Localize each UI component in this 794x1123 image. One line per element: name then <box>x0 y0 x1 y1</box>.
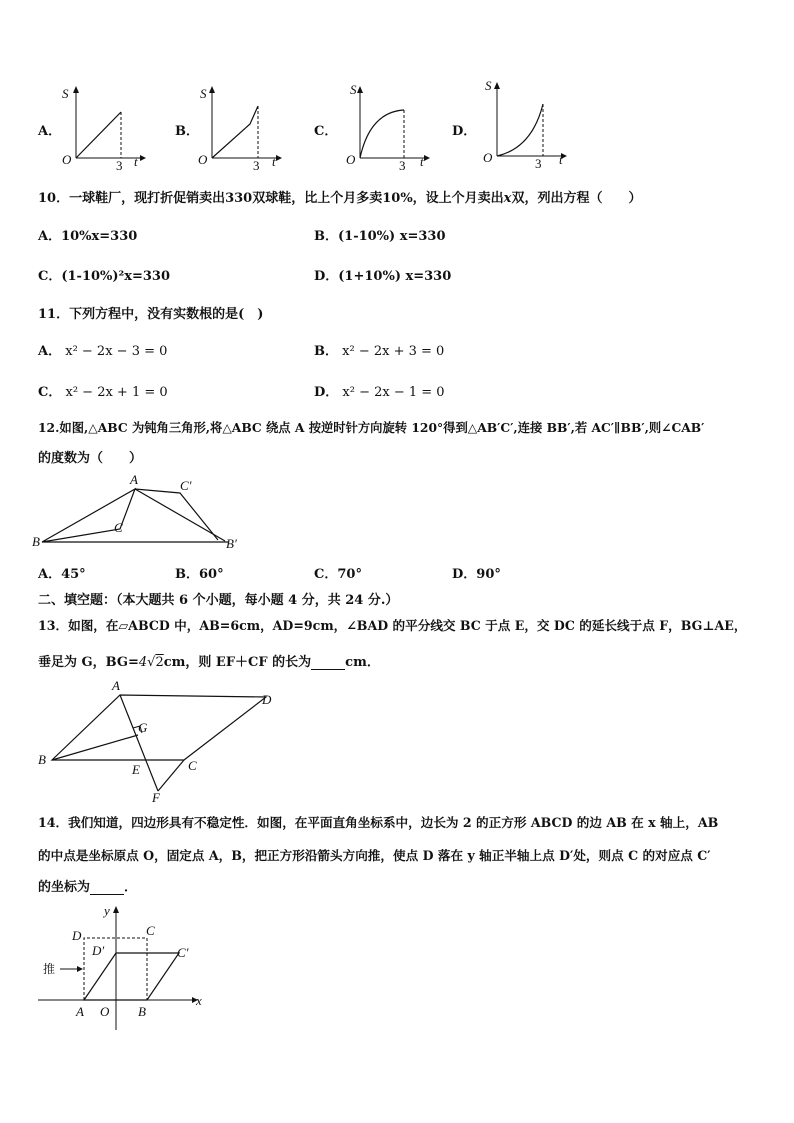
q10-option-d: D．(1+10%) x=330 <box>314 269 452 284</box>
q11-stem: 11．下列方程中，没有实数根的是( ) <box>38 307 264 322</box>
q10-stem-b: 双，列出方程（ ） <box>511 191 642 206</box>
q14-label-dp: D′ <box>92 943 105 958</box>
q10-option-a: A．10%x=330 <box>38 229 138 244</box>
q11-option-b: B． x² − 2x + 3 = 0 <box>314 344 445 359</box>
q13-label-c: C <box>188 758 197 773</box>
q13-figure <box>34 678 284 808</box>
q13-answer-blank[interactable] <box>311 656 345 670</box>
q10-stem-a: 10．一球鞋厂，现打折促销卖出330双球鞋，比上个月多卖10%，设上个月卖出 <box>38 191 504 206</box>
q9-graph-a <box>56 80 146 173</box>
q9-b-s: S <box>200 86 207 101</box>
q13-stem-line2: 垂足为 G，BG=4√2cm，则 EF＋CF 的长为 cm． <box>38 655 380 670</box>
q12-stem-line1: 12.如图,△ABC 为钝角三角形,将△ABC 绕点 A 按逆时针方向旋转 120°得到△AB′C′,连接 BB′,若 AC′∥BB′,则∠CAB′ <box>38 420 705 435</box>
q14-label-b: B <box>138 1004 146 1019</box>
q9-d-3: 3 <box>535 156 542 171</box>
q9-c-t: t <box>420 154 424 169</box>
q9-option-c-label: C． <box>314 124 338 139</box>
q9-a-3: 3 <box>116 158 123 173</box>
q9-a-t: t <box>134 154 138 169</box>
q14-label-d: D <box>72 928 82 943</box>
q9-option-b-label: B． <box>175 124 199 139</box>
q11-option-c: C． x² − 2x + 1 = 0 <box>38 385 168 400</box>
q10-stem-var: x <box>503 191 512 206</box>
q9-d-s: S <box>485 78 492 93</box>
q9-option-a-label: A． <box>38 124 62 139</box>
q9-a-o: O <box>62 152 72 167</box>
q9-c-3: 3 <box>399 158 406 173</box>
q9-d-t: t <box>559 152 563 167</box>
q14-label-o: O <box>100 1004 110 1019</box>
q12-label-bp: B′ <box>226 536 237 551</box>
q9-d-o: O <box>483 150 493 165</box>
q9-b-t: t <box>272 154 276 169</box>
q14-stem-line2: 的中点是坐标原点 O，固定点 A，B，把正方形沿箭头方向推，使点 D 落在 y 轴正半轴上点 D′处，则点 C 的对应点 C′ <box>38 848 711 863</box>
q12-label-a: A <box>130 472 138 487</box>
q12-stem-line2: 的度数为（ ） <box>38 451 143 466</box>
q14-label-x: x <box>196 993 202 1008</box>
q14-label-a: A <box>76 1004 84 1019</box>
q9-b-3: 3 <box>253 158 260 173</box>
q9-graph-d <box>477 76 567 170</box>
q10-stem <box>38 187 641 206</box>
q13-label-g: G <box>138 720 148 735</box>
q14-figure <box>34 900 214 1035</box>
section2-heading: 二、填空题：（本大题共 6 个小题，每小题 4 分，共 24 分.） <box>38 593 399 608</box>
q12-option-b: B．60° <box>175 567 224 582</box>
q14-push-label: 推 <box>43 962 56 976</box>
q14-stem-line1: 14．我们知道，四边形具有不稳定性．如图，在平面直角坐标系中，边长为 2 的正方形 ABCD 的边 AB 在 x 轴上，AB <box>38 815 719 830</box>
q12-figure <box>30 472 250 554</box>
q14-answer-blank[interactable] <box>90 881 124 895</box>
q13-label-e: E <box>132 762 140 777</box>
q9-c-s: S <box>350 82 357 97</box>
q12-option-a: A．45° <box>38 567 86 582</box>
q11-option-a: A． x² − 2x − 3 = 0 <box>38 344 168 359</box>
q12-option-d: D．90° <box>452 567 501 582</box>
q9-a-s: S <box>62 86 69 101</box>
q9-graph-b <box>192 80 282 173</box>
q11-option-d: D． x² − 2x − 1 = 0 <box>314 385 445 400</box>
q13-label-f: F <box>152 790 160 805</box>
q14-label-y: y <box>104 903 110 918</box>
q10-option-b: B．(1-10%) x=330 <box>314 229 446 244</box>
q10-option-c: C．(1-10%)²x=330 <box>38 269 171 284</box>
q9-option-d-label: D． <box>452 124 477 139</box>
q12-label-cp: C′ <box>180 478 192 493</box>
q9-b-o: O <box>198 152 208 167</box>
q12-label-b: B <box>32 534 40 549</box>
q14-stem-line3: 的坐标为 ． <box>38 880 138 895</box>
q13-label-d: D <box>262 692 272 707</box>
q9-c-o: O <box>346 152 356 167</box>
q13-label-b: B <box>38 752 46 767</box>
q12-option-c: C．70° <box>314 567 362 582</box>
q14-label-cp: C′ <box>177 945 189 960</box>
q13-stem-line1: 13．如图，在▱ABCD 中，AB=6cm，AD=9cm，∠BAD 的平分线交 BC 于点 E，交 DC 的延长线于点 F，BG⊥AE， <box>38 618 747 633</box>
q14-label-c: C <box>146 923 155 938</box>
q13-label-a: A <box>112 678 120 693</box>
q12-label-c: C <box>114 520 123 535</box>
q9-graph-c <box>340 80 430 173</box>
